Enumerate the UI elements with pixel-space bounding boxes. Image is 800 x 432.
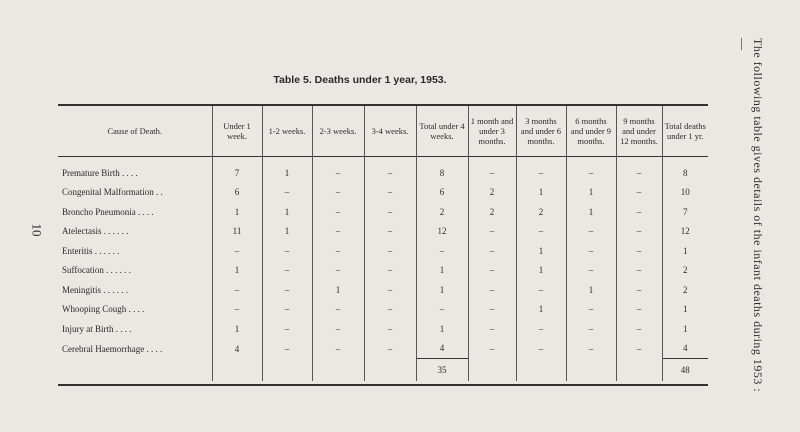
count-cell: 7: [662, 202, 708, 222]
count-cell: –: [262, 183, 312, 203]
count-cell: –: [416, 241, 468, 261]
count-cell: –: [262, 319, 312, 339]
count-cell: –: [566, 157, 616, 183]
count-cell: 4: [662, 339, 708, 359]
count-cell: –: [566, 300, 616, 320]
count-cell: 1: [416, 319, 468, 339]
totals-row: [58, 359, 708, 382]
count-cell: 2: [416, 202, 468, 222]
count-cell: –: [416, 300, 468, 320]
count-cell: 10: [662, 183, 708, 203]
count-cell: –: [364, 222, 416, 242]
empty-cell: [468, 359, 516, 382]
count-cell: –: [468, 280, 516, 300]
count-cell: 12: [662, 222, 708, 242]
total-under-4-weeks: 35: [416, 359, 468, 382]
count-cell: 1: [662, 300, 708, 320]
column-header: 6 months and under 9 months.: [566, 105, 616, 157]
count-cell: 12: [416, 222, 468, 242]
empty-cell: [566, 359, 616, 382]
count-cell: 1: [212, 202, 262, 222]
count-cell: 1: [662, 319, 708, 339]
count-cell: 6: [212, 183, 262, 203]
count-cell: 1: [212, 319, 262, 339]
count-cell: –: [616, 319, 662, 339]
table-row: [58, 319, 708, 339]
count-cell: –: [468, 157, 516, 183]
table-row: [58, 157, 708, 183]
table-row: [58, 222, 708, 242]
empty-cell: [212, 359, 262, 382]
count-cell: 2: [468, 183, 516, 203]
count-cell: –: [616, 261, 662, 281]
column-header: Total deaths under 1 yr.: [662, 105, 708, 157]
column-header: Total under 4 weeks.: [416, 105, 468, 157]
count-cell: –: [364, 241, 416, 261]
count-cell: –: [566, 319, 616, 339]
count-cell: –: [616, 280, 662, 300]
count-cell: –: [262, 300, 312, 320]
table-row: [58, 202, 708, 222]
count-cell: –: [468, 261, 516, 281]
table-row: [58, 183, 708, 203]
count-cell: 1: [416, 261, 468, 281]
count-cell: –: [364, 202, 416, 222]
count-cell: 1: [662, 241, 708, 261]
count-cell: –: [516, 339, 566, 359]
column-header: 1 month and under 3 months.: [468, 105, 516, 157]
count-cell: –: [566, 222, 616, 242]
cause-cell: Enteritis . . . . . .: [62, 245, 120, 256]
column-header: 3-4 weeks.: [364, 105, 416, 157]
count-cell: –: [312, 300, 364, 320]
count-cell: –: [312, 339, 364, 359]
count-cell: –: [566, 339, 616, 359]
deaths-table: [58, 104, 708, 381]
count-cell: –: [616, 183, 662, 203]
count-cell: –: [262, 261, 312, 281]
count-cell: –: [516, 319, 566, 339]
column-header: Cause of Death.: [107, 126, 163, 136]
count-cell: 1: [262, 222, 312, 242]
total-under-1-year: 48: [662, 359, 708, 382]
count-cell: 2: [516, 202, 566, 222]
count-cell: 2: [468, 202, 516, 222]
count-cell: –: [312, 261, 364, 281]
count-cell: –: [312, 241, 364, 261]
count-cell: –: [364, 261, 416, 281]
empty-cell: [616, 359, 662, 382]
count-cell: –: [516, 222, 566, 242]
count-cell: 1: [262, 202, 312, 222]
side-caption: The following table gives details of the infant deaths during 1953 :—: [736, 38, 765, 393]
count-cell: –: [364, 157, 416, 183]
count-cell: –: [312, 202, 364, 222]
deaths-table-container: [58, 104, 708, 386]
count-cell: 1: [516, 241, 566, 261]
table-header: [58, 105, 708, 157]
count-cell: –: [262, 280, 312, 300]
count-cell: –: [566, 261, 616, 281]
count-cell: 11: [212, 222, 262, 242]
count-cell: –: [212, 300, 262, 320]
column-header: 1-2 weeks.: [262, 105, 312, 157]
count-cell: 1: [516, 183, 566, 203]
count-cell: –: [468, 319, 516, 339]
count-cell: –: [262, 241, 312, 261]
table-row: [58, 241, 708, 261]
count-cell: –: [212, 280, 262, 300]
cause-cell: Cerebral Haemorrhage . . . .: [62, 343, 163, 354]
cause-cell: Congenital Malformation . .: [62, 187, 163, 198]
count-cell: 8: [416, 157, 468, 183]
count-cell: 2: [662, 280, 708, 300]
count-cell: 1: [416, 280, 468, 300]
column-header: Under 1 week.: [212, 105, 262, 157]
empty-cell: [516, 359, 566, 382]
count-cell: 1: [516, 261, 566, 281]
count-cell: 8: [662, 157, 708, 183]
table-body: [58, 157, 708, 382]
count-cell: –: [364, 339, 416, 359]
count-cell: –: [616, 241, 662, 261]
cause-cell: Broncho Pneumonia . . . .: [62, 206, 154, 217]
count-cell: 2: [662, 261, 708, 281]
table-title: Table 5. Deaths under 1 year, 1953.: [273, 74, 447, 86]
count-cell: –: [312, 319, 364, 339]
count-cell: –: [312, 222, 364, 242]
count-cell: –: [616, 300, 662, 320]
empty-cell: [364, 359, 416, 382]
table-row: [58, 261, 708, 281]
empty-cell: [58, 359, 212, 382]
count-cell: –: [312, 157, 364, 183]
count-cell: –: [468, 222, 516, 242]
count-cell: –: [312, 183, 364, 203]
table-row: [58, 339, 708, 359]
empty-cell: [312, 359, 364, 382]
count-cell: 1: [212, 261, 262, 281]
count-cell: 4: [416, 339, 468, 359]
page-number: 10: [29, 223, 45, 237]
count-cell: 1: [516, 300, 566, 320]
count-cell: –: [566, 241, 616, 261]
count-cell: –: [364, 300, 416, 320]
count-cell: 4: [212, 339, 262, 359]
count-cell: 1: [262, 157, 312, 183]
count-cell: –: [616, 339, 662, 359]
empty-cell: [262, 359, 312, 382]
column-header: 3 months and under 6 months.: [516, 105, 566, 157]
cause-cell: Meningitis . . . . . .: [62, 284, 129, 295]
count-cell: 1: [566, 183, 616, 203]
count-cell: –: [364, 183, 416, 203]
count-cell: –: [262, 339, 312, 359]
table-row: [58, 280, 708, 300]
count-cell: –: [468, 241, 516, 261]
count-cell: –: [364, 319, 416, 339]
bottom-rule: [58, 384, 708, 386]
count-cell: –: [516, 157, 566, 183]
count-cell: 6: [416, 183, 468, 203]
count-cell: –: [616, 222, 662, 242]
column-header: 9 months and under 12 months.: [616, 105, 662, 157]
column-header: 2-3 weeks.: [312, 105, 364, 157]
count-cell: –: [468, 300, 516, 320]
cause-cell: Whooping Cough . . . .: [62, 304, 145, 315]
count-cell: –: [212, 241, 262, 261]
count-cell: –: [516, 280, 566, 300]
count-cell: 7: [212, 157, 262, 183]
count-cell: 1: [566, 202, 616, 222]
cause-cell: Suffocation . . . . . .: [62, 265, 131, 276]
count-cell: 1: [312, 280, 364, 300]
count-cell: –: [616, 157, 662, 183]
table-row: [58, 300, 708, 320]
count-cell: –: [616, 202, 662, 222]
cause-cell: Atelectasis . . . . . .: [62, 226, 129, 237]
count-cell: 1: [566, 280, 616, 300]
count-cell: –: [468, 339, 516, 359]
count-cell: –: [364, 280, 416, 300]
cause-cell: Premature Birth . . . .: [62, 167, 138, 178]
cause-cell: Injury at Birth . . . .: [62, 323, 132, 334]
